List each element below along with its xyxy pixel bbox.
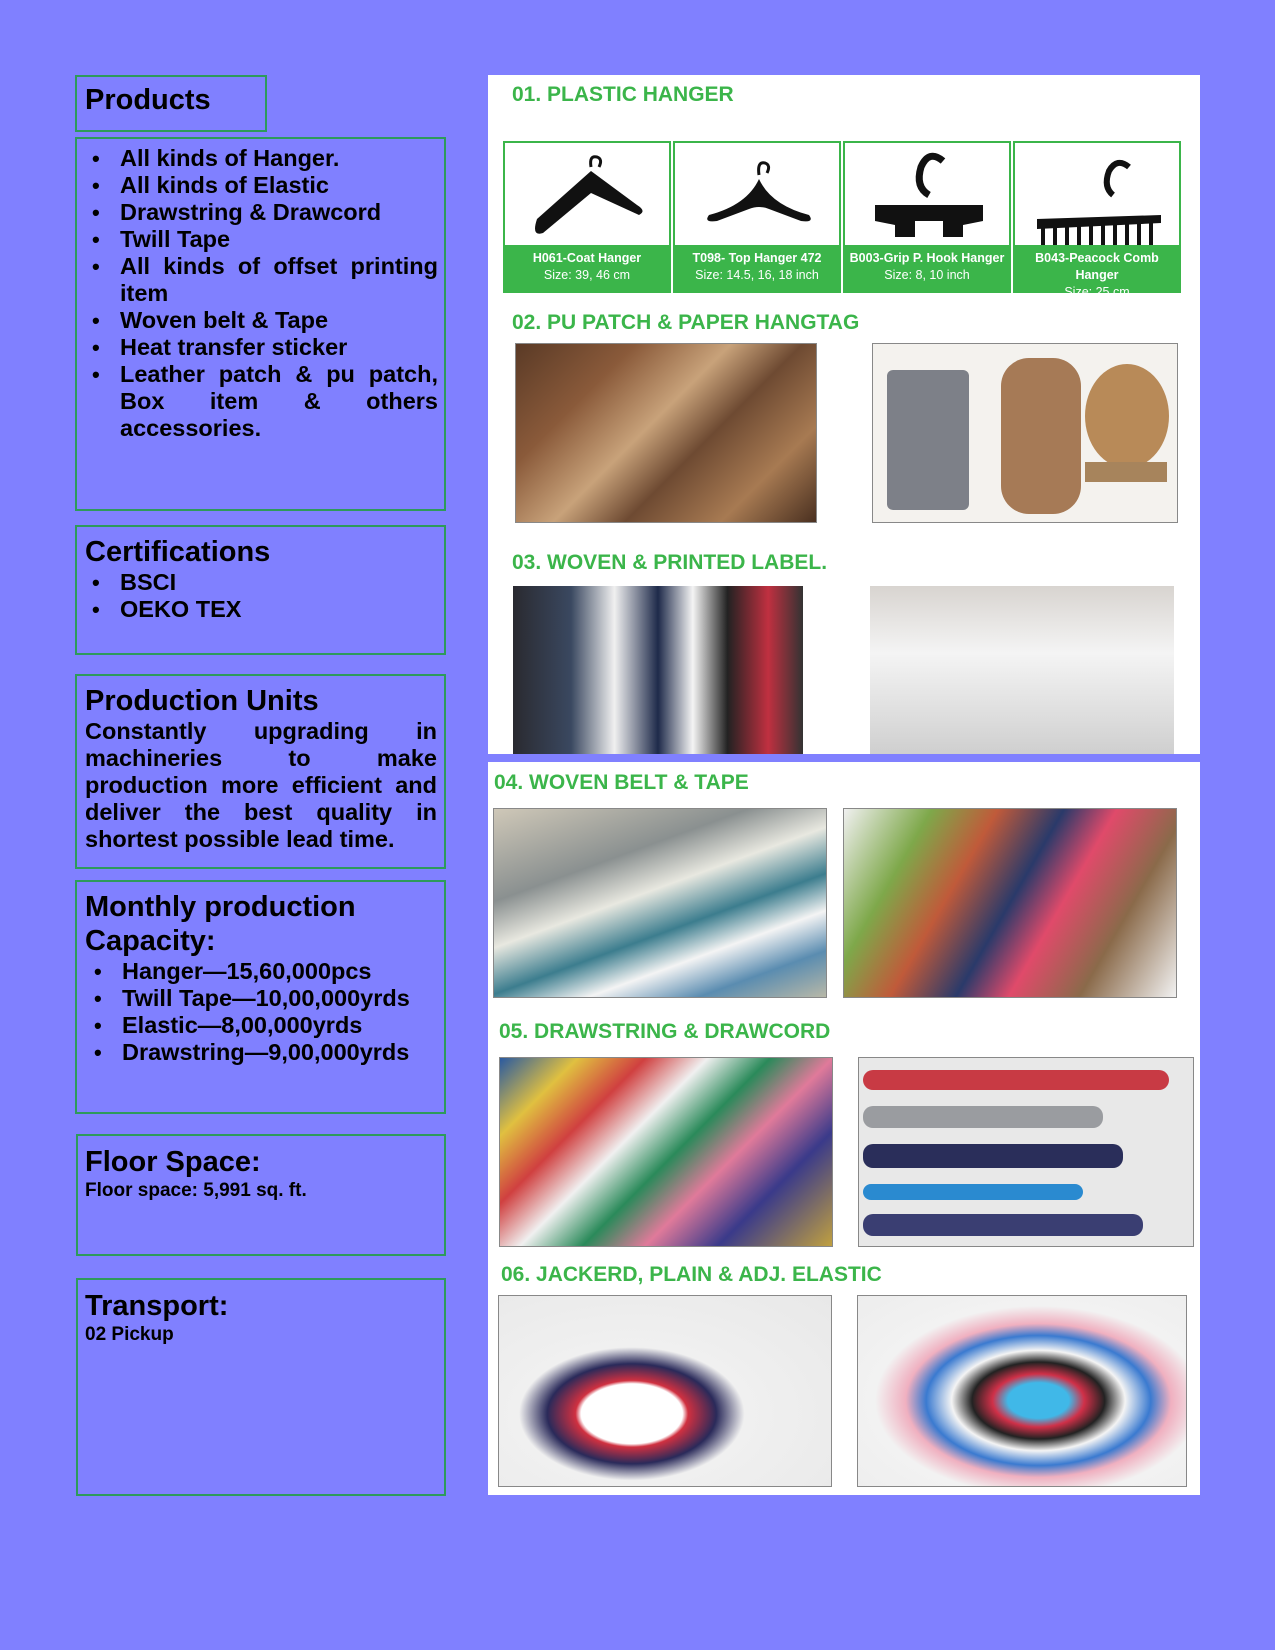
list-item: • Twill Tape: [84, 226, 438, 253]
printed-label-photo: [870, 586, 1174, 754]
grey-hangtag-shape: [887, 370, 969, 510]
list-item: • Heat transfer sticker: [84, 334, 438, 361]
hanger-name: B043-Peacock Comb Hanger: [1035, 251, 1159, 282]
list-item: • Twill Tape—10,00,000yrds: [86, 985, 438, 1012]
hanger-name: H061-Coat Hanger: [532, 251, 642, 265]
hangtag-photo: [872, 343, 1178, 523]
coat-hanger-icon: [519, 149, 659, 249]
hanger-size: Size: 8, 10 inch: [884, 268, 970, 282]
products-list-box: [75, 137, 446, 511]
hanger-name: T098- Top Hanger 472: [692, 251, 822, 265]
grey-cord-shape: [863, 1106, 1103, 1128]
list-item: • BSCI: [84, 569, 438, 596]
section-title-woven-belt: 04. WOVEN BELT & TAPE: [494, 771, 749, 794]
section-title-pu-patch: 02. PU PATCH & PAPER HANGTAG: [512, 311, 860, 334]
production-units-title: Production Units: [85, 685, 319, 717]
products-title-box: [75, 75, 267, 132]
hanger-size: Size: 14.5, 16, 18 inch: [695, 268, 819, 282]
transport-title: Transport:: [85, 1290, 229, 1322]
capacity-list: [86, 958, 438, 1066]
products-title: Products: [85, 84, 211, 116]
drawstring-photo: [858, 1057, 1194, 1247]
hanger-size: Size: 39, 46 cm: [543, 268, 631, 282]
certifications-list: [84, 569, 438, 623]
capacity-box: [75, 880, 446, 1114]
list-item: • Leather patch & pu patch, Box item & others accessories.: [84, 361, 438, 442]
hanger-card: [843, 141, 1011, 293]
grip-hook-hanger-icon: [859, 149, 999, 249]
list-item: • All kinds of offset printing item: [84, 253, 438, 307]
catalog-panel-bottom: [488, 762, 1200, 1495]
hanger-name: B003-Grip P. Hook Hanger: [849, 251, 1005, 265]
floor-space-box: [76, 1134, 446, 1256]
section-title-elastic: 06. JACKERD, PLAIN & ADJ. ELASTIC: [501, 1263, 882, 1286]
list-item: • Woven belt & Tape: [84, 307, 438, 334]
blue-cord-shape: [863, 1184, 1083, 1200]
red-cord-shape: [863, 1070, 1169, 1090]
pu-patch-photo: [515, 343, 817, 523]
certifications-title: Certifications: [85, 536, 271, 568]
production-units-text: Constantly upgrading in machineries to make production more efficient and deliver the best quality in shortest possible lead time.: [85, 718, 437, 852]
hanger-card: [1013, 141, 1181, 299]
small-label-shape: [1085, 462, 1167, 482]
hanger-size: Size: 25 cm: [1064, 285, 1130, 299]
list-item: • All kinds of Hanger.: [84, 145, 438, 172]
floor-space-title: Floor Space:: [85, 1146, 261, 1178]
navy-cord-shape: [863, 1144, 1123, 1168]
list-item: • Drawstring & Drawcord: [84, 199, 438, 226]
list-item: • Hanger—15,60,000pcs: [86, 958, 438, 985]
transport-box: [76, 1278, 446, 1496]
top-hanger-icon: [689, 149, 829, 249]
indigo-cord-shape: [863, 1214, 1143, 1236]
jackerd-elastic-photo: [498, 1295, 832, 1487]
drawcord-photo: [499, 1057, 833, 1247]
woven-label-photo: [513, 586, 803, 754]
list-item: • OEKO TEX: [84, 596, 438, 623]
list-item: • All kinds of Elastic: [84, 172, 438, 199]
plain-elastic-photo: [857, 1295, 1187, 1487]
list-item: • Elastic—8,00,000yrds: [86, 1012, 438, 1039]
catalog-panel-top: [488, 75, 1200, 754]
brown-hangtag-shape: [1001, 358, 1081, 514]
section-title-drawstring: 05. DRAWSTRING & DRAWCORD: [499, 1020, 831, 1043]
woven-tape-photo: [493, 808, 827, 998]
floor-space-text: Floor space: 5,991 sq. ft.: [85, 1180, 307, 1201]
section-title-plastic-hanger: 01. PLASTIC HANGER: [512, 83, 734, 106]
list-item: • Drawstring—9,00,000yrds: [86, 1039, 438, 1066]
capacity-title: Monthly production Capacity:: [85, 891, 356, 957]
peacock-comb-hanger-icon: [1029, 149, 1169, 249]
transport-text: 02 Pickup: [85, 1324, 174, 1345]
hanger-card: [673, 141, 841, 293]
woven-belt-photo: [843, 808, 1177, 998]
products-list: [84, 145, 438, 442]
oval-hangtag-shape: [1085, 364, 1169, 468]
certifications-box: [75, 525, 446, 655]
hanger-card: [503, 141, 671, 293]
production-units-box: [75, 674, 446, 869]
section-title-woven-label: 03. WOVEN & PRINTED LABEL.: [512, 551, 828, 574]
